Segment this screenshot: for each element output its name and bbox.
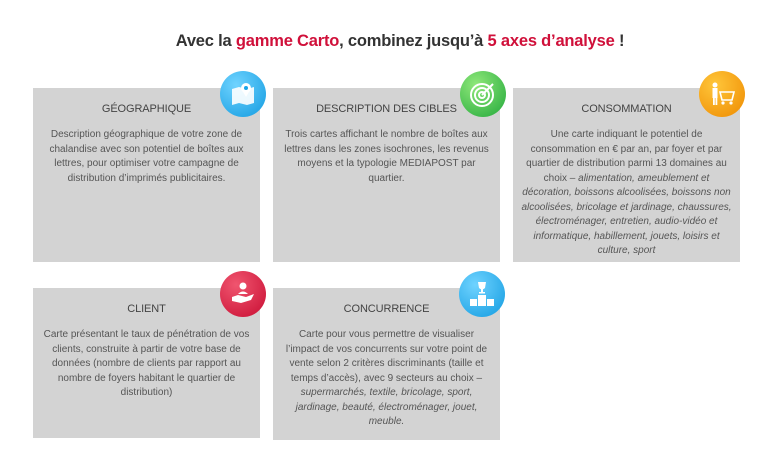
card-text-plain: Carte pour vous permettre de visualiser l’impact de vos concurrents sur votre point de vente selon 2 critères discriminants (taille et temps d’accès), avec 9 secteurs au choix –	[285, 329, 488, 384]
page-headline	[0, 32, 768, 51]
card-text: Trois cartes affichant le nombre de boîtes aux lettres dans les zones isochrones, les revenus moyens et la typologie MEDIAPOST par quartier.	[284, 129, 489, 184]
card-geographique	[33, 88, 260, 262]
card-title: CONSOMMATION	[581, 103, 672, 115]
headline-text: !	[614, 32, 625, 50]
headline-text: Avec la	[175, 32, 236, 50]
card-text-italic: alimentation, ameublement et décoration, boissons alcoolisées, boissons non alcoolisées, bricolage et jardinage, chaussures, électroménager, entretien, audio-vidéo et informatique, habillement, jouets, loisirs et culture, sport	[521, 172, 732, 256]
target-icon	[460, 71, 506, 117]
card-title: CONCURRENCE	[343, 303, 430, 315]
card-text: Description géographique de votre zone de chalandise avec son potentiel de boîtes aux lettres, pour optimiser votre campagne de distribution d’imprimés publicitaires.	[49, 129, 244, 184]
card-text	[521, 128, 732, 259]
shopping-cart-icon	[699, 71, 745, 117]
hand-user-icon	[220, 271, 266, 317]
card-text: Carte présentant le taux de pénétration de vos clients, construite à partir de votre base de données (nombre de clients par rapport au nombre de foyers habitant le quartier de distribution)	[43, 329, 250, 398]
card-title: CLIENT	[127, 303, 166, 315]
headline-text: , combinez jusqu’à	[339, 32, 488, 50]
card-title: GÉOGRAPHIQUE	[101, 103, 192, 115]
podium-trophy-icon	[459, 271, 505, 317]
map-pin-icon	[220, 71, 266, 117]
card-text-italic: supermarchés, textile, bricolage, sport, jardinage, beauté, électroménager, jouet, meuble.	[295, 387, 478, 427]
headline-accent: 5 axes d’analyse	[487, 32, 615, 50]
card-client	[33, 288, 260, 438]
card-consommation	[513, 88, 740, 262]
card-description-cibles	[273, 88, 500, 262]
card-text-plain: Une carte indiquant le potentiel de consommation en € par an, par foyer et par quartier de distribution parmi 13 domaines au choix –	[526, 129, 727, 184]
headline-accent: gamme Carto	[235, 32, 340, 50]
card-text	[281, 328, 492, 430]
card-title: DESCRIPTION DES CIBLES	[316, 103, 457, 115]
